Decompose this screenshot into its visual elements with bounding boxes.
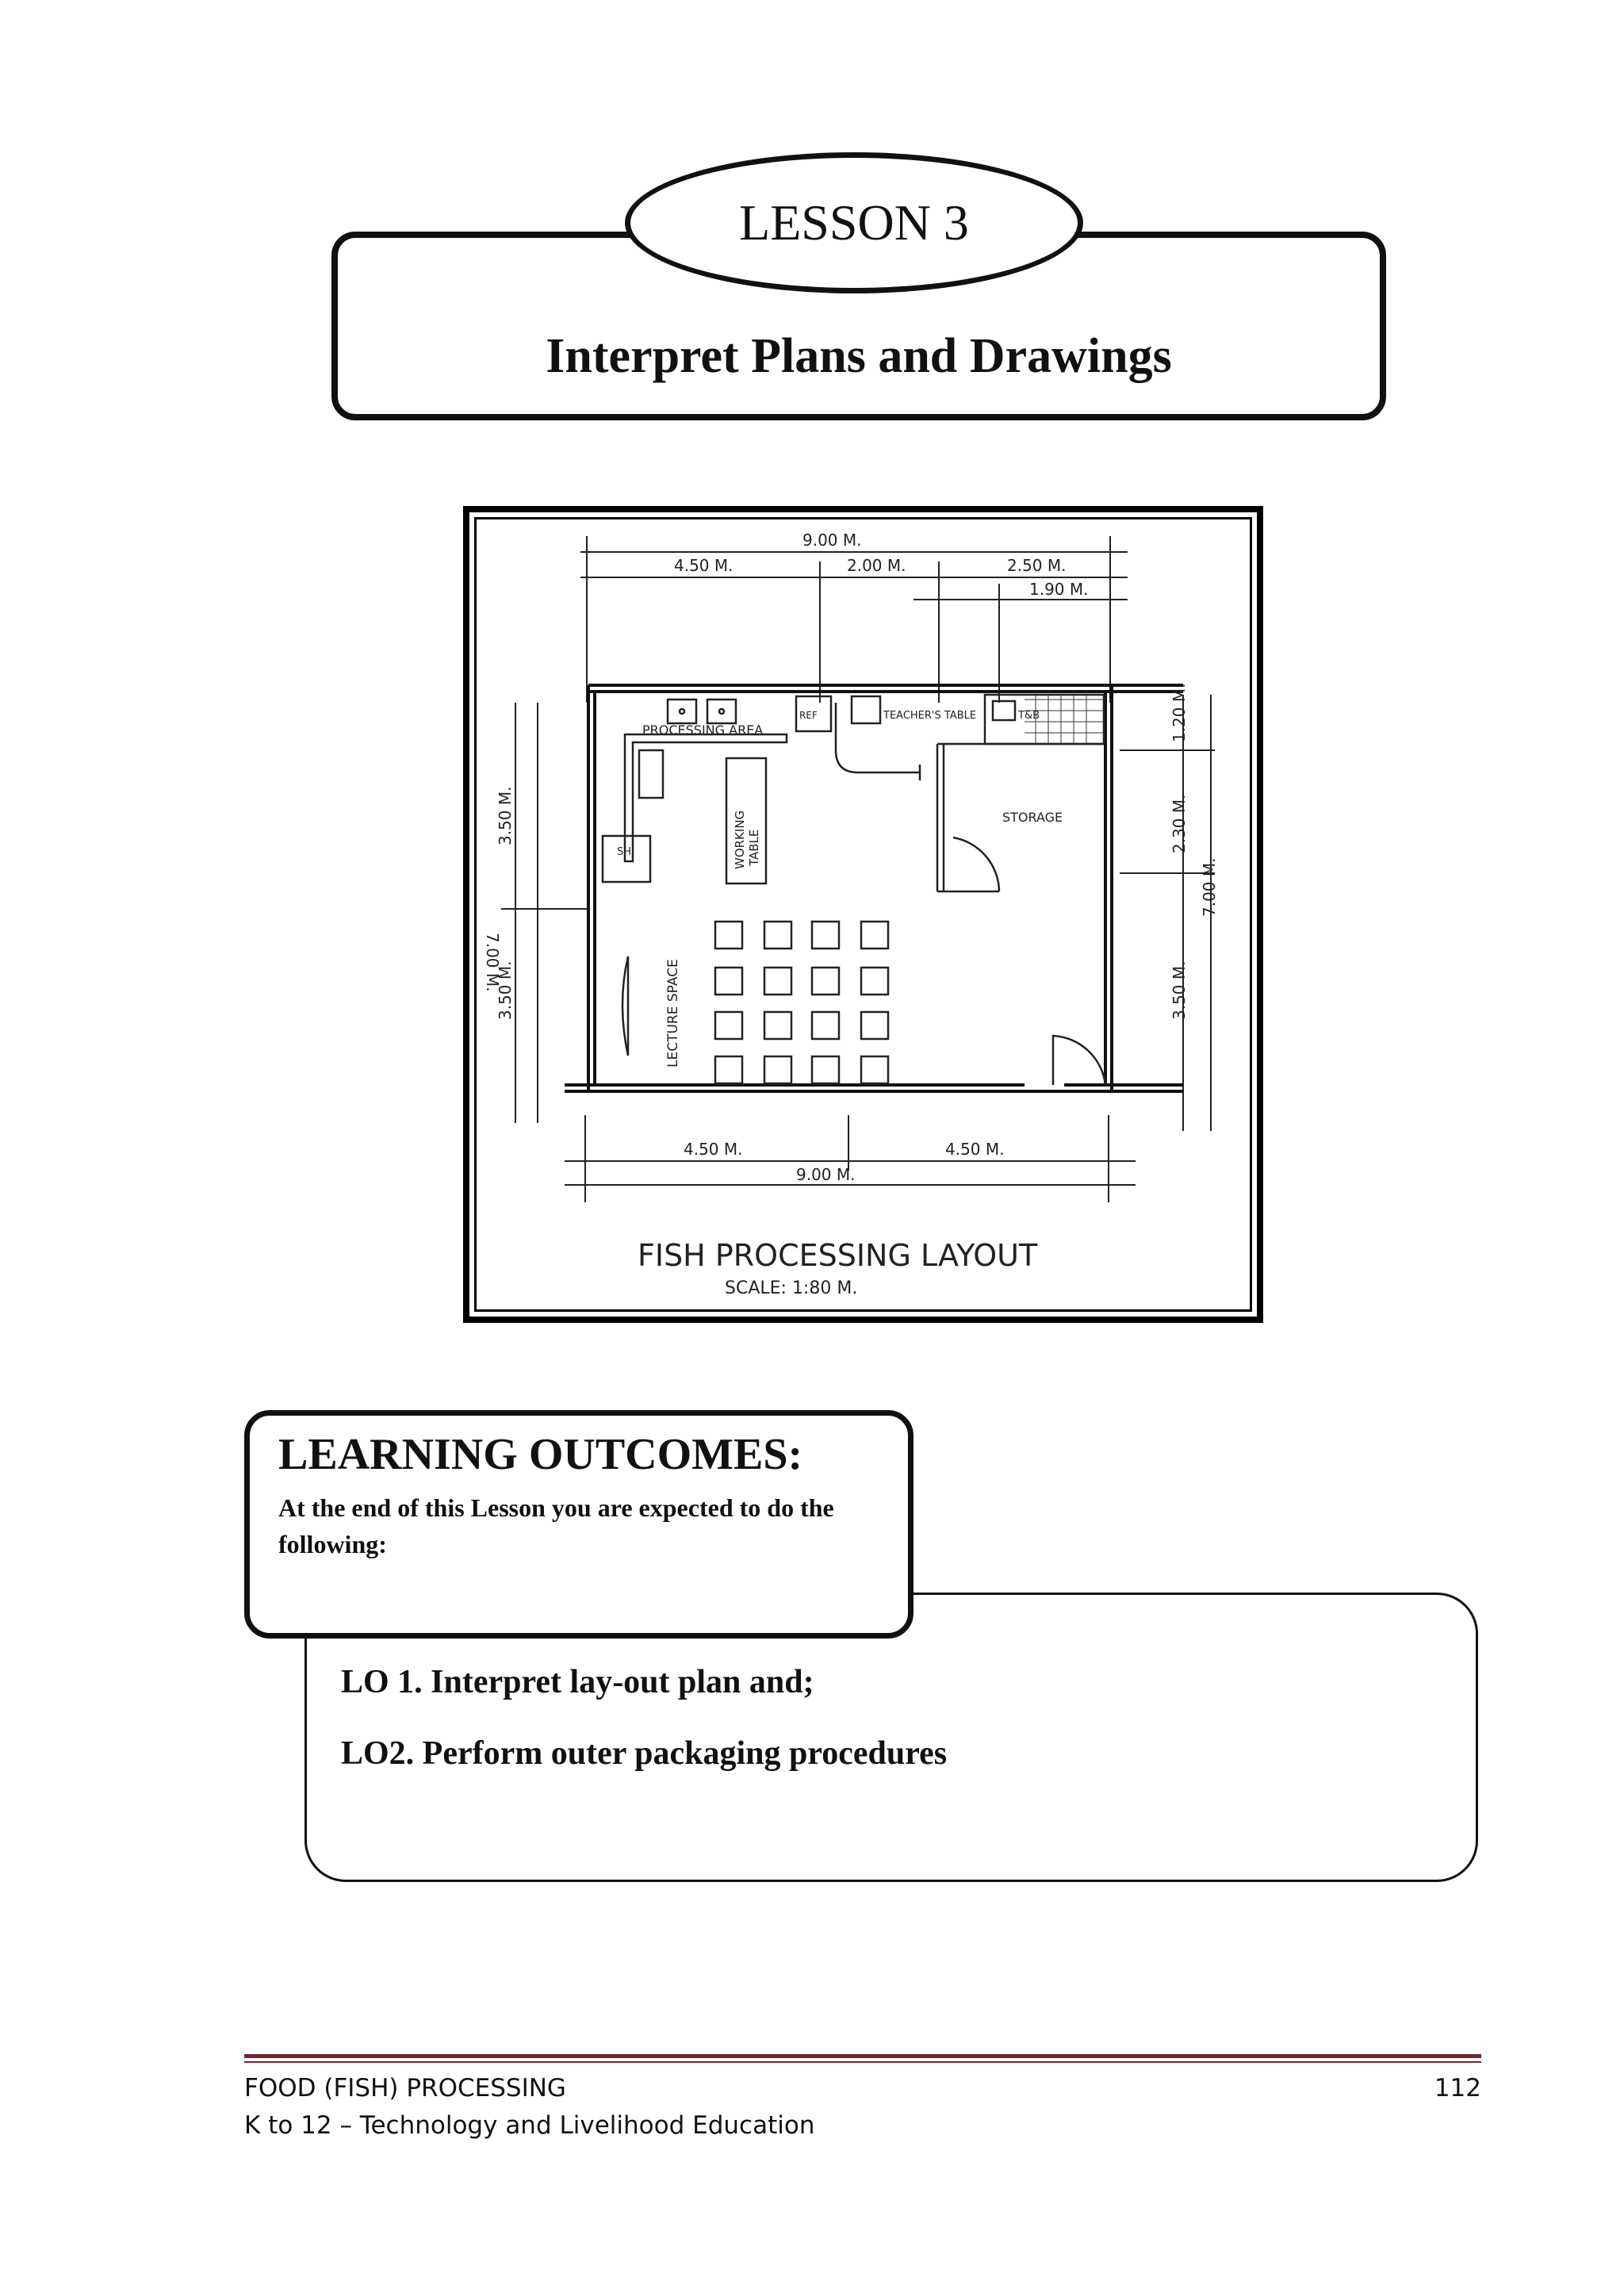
learning-outcome-item: LO2. Perform outer packaging procedures [341,1735,948,1772]
learning-outcomes-intro: At the end of this Lesson you are expected to do the following: [278,1493,834,1559]
label-processing-area: PROCESSING AREA [642,723,764,738]
dim-top-left: 4.50 M. [674,556,733,575]
footer-course: FOOD (FISH) PROCESSING [244,2074,566,2102]
learning-outcomes-header [244,1410,914,1639]
lesson-number-oval [625,152,1083,293]
label-working-table-1: WORKING [733,810,747,869]
dim-bottom-left: 4.50 M. [684,1140,743,1159]
floor-plan-figure [463,506,1263,1323]
label-lecture-space: LECTURE SPACE [665,959,681,1068]
dim-right-mid: 2.30 M. [1170,794,1189,853]
label-sink: SH [617,846,632,858]
label-storage: STORAGE [1002,810,1063,825]
lesson-title: Interpret Plans and Drawings [546,329,1172,383]
dim-right-bottom: 3.50 M. [1170,960,1189,1020]
label-working-table-2: TABLE [747,829,761,866]
footer-text [244,2070,814,2144]
dim-left-upper: 3.50 M. [496,786,515,845]
dim-bottom-right: 4.50 M. [945,1140,1005,1159]
plan-scale: SCALE: 1:80 M. [725,1278,858,1298]
floor-plan-drawing [469,512,1257,1317]
page-number: 112 [1434,2074,1481,2102]
dim-top-total: 9.00 M. [802,531,862,550]
dim-left-lower: 3.50 M. [496,960,515,1020]
dim-top-right: 2.50 M. [1007,556,1067,575]
lesson-number: LESSON 3 [739,194,969,251]
label-teachers-table: TEACHER'S TABLE [883,710,977,722]
learning-outcomes-list [341,1665,1372,1808]
footer-divider [244,2054,1481,2058]
learning-outcome-item: LO 1. Interpret lay-out plan and; [341,1664,814,1700]
footer-divider-thin [244,2061,1481,2063]
dim-bottom-total: 9.00 M. [796,1165,856,1184]
learning-outcomes-heading: LEARNING OUTCOMES: [278,1430,803,1479]
dim-right-top: 1.20 M. [1170,683,1189,742]
label-tb: T&B [1018,710,1040,722]
dim-top-right-sub: 1.90 M. [1029,580,1089,599]
dim-right-total: 7.00 M. [1200,857,1219,917]
dim-top-mid: 2.00 M. [847,556,906,575]
dim-left-total: 7.00 M. [483,933,502,992]
label-ref: REF [799,710,818,721]
plan-title: FISH PROCESSING LAYOUT [638,1238,1038,1273]
footer-program: K to 12 – Technology and Livelihood Education [244,2110,815,2140]
